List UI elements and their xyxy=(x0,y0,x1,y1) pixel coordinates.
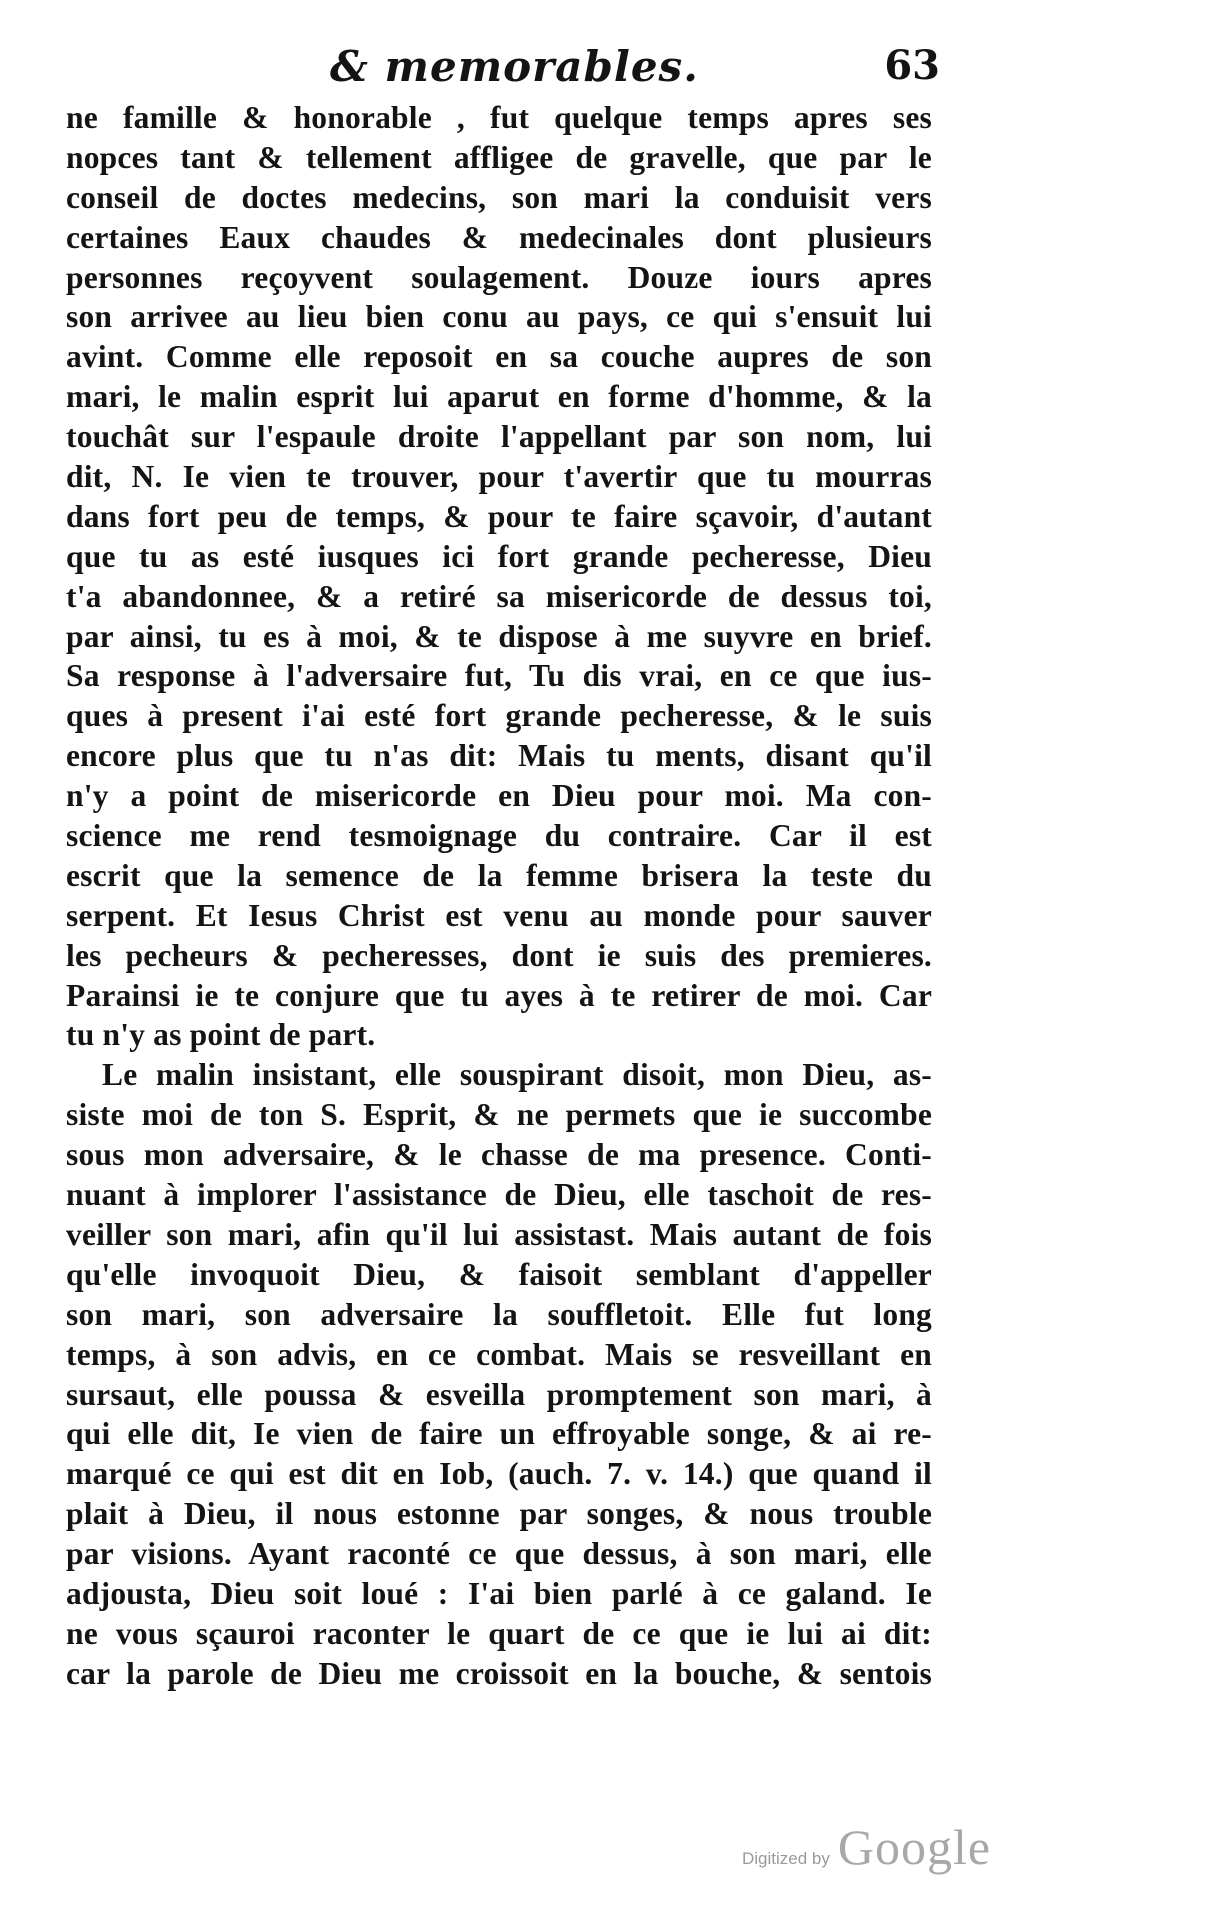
text-line: veiller son mari, afin qu'il lui assistast. Mais autant de fois xyxy=(66,1216,932,1252)
text-line: les pecheurs & pecheresses, dont ie suis des premieres. xyxy=(66,937,932,973)
text-line: ne vous sçauroi raconter le quart de ce que ie lui ai dit: xyxy=(66,1615,932,1651)
text-line: plait à Dieu, il nous estonne par songes, & nous trouble xyxy=(66,1496,932,1532)
text-line: mari, le malin esprit lui aparut en forme d'homme, & la xyxy=(66,379,932,415)
text-line: conseil de doctes medecins, son mari la conduisit vers xyxy=(66,179,932,215)
text-line: siste moi de ton S. Esprit, & ne permets que ie succombe xyxy=(66,1097,932,1133)
text-line: escrit que la semence de la femme brisera la teste du xyxy=(66,857,932,893)
text-line: nopces tant & tellement affligee de gravelle, que par le xyxy=(66,139,932,175)
text-line-paragraph-start: Le malin insistant, elle souspirant disoit, mon Dieu, as- xyxy=(102,1057,932,1093)
text-line: ne famille & honorable , fut quelque temps apres ses xyxy=(66,100,932,135)
text-line: Parainsi ie te conjure que tu ayes à te retirer de moi. Car xyxy=(66,977,932,1013)
text-line: n'y a point de misericorde en Dieu pour moi. Ma con- xyxy=(66,778,932,814)
page-header xyxy=(80,42,940,102)
text-line: certaines Eaux chaudes & medecinales dont plusieurs xyxy=(66,219,932,255)
text-line: dans fort peu de temps, & pour te faire sçavoir, d'autant xyxy=(66,498,932,534)
text-line: science me rend tesmoignage du contraire. Car il est xyxy=(66,818,932,854)
text-line: touchât sur l'espaule droite l'appellant par son nom, lui xyxy=(66,419,932,455)
page-number: 63 xyxy=(884,42,940,89)
google-logo: Google xyxy=(837,1819,992,1875)
text-line: adjousta, Dieu soit loué : I'ai bien parlé à ce galand. Ie xyxy=(66,1575,932,1611)
text-line: personnes reçoyvent soulagement. Douze iours apres xyxy=(66,259,932,295)
body-text xyxy=(66,98,932,1694)
text-line-paragraph-end: tu n'y as point de part. xyxy=(66,1017,376,1053)
text-line: car la parole de Dieu me croissoit en la bouche, & sentois xyxy=(66,1655,932,1691)
text-line: son arrivee au lieu bien conu au pays, ce qui s'ensuit lui xyxy=(66,299,932,335)
text-line: qui elle dit, Ie vien de faire un effroyable songe, & ai re- xyxy=(66,1416,932,1452)
text-line: dit, N. Ie vien te trouver, pour t'avertir que tu mourras xyxy=(66,459,932,495)
digitized-watermark xyxy=(742,1818,991,1876)
text-line: ques à present i'ai esté fort grande pecheresse, & le suis xyxy=(66,698,932,734)
text-line: par visions. Ayant raconté ce que dessus, à son mari, elle xyxy=(66,1536,932,1572)
text-line: qu'elle invoquoit Dieu, & faisoit semblant d'appeller xyxy=(66,1256,932,1292)
text-line: t'a abandonnee, & a retiré sa misericorde de dessus toi, xyxy=(66,578,932,614)
text-line: encore plus que tu n'as dit: Mais tu ments, disant qu'il xyxy=(66,738,932,774)
running-head: & memorables. xyxy=(330,42,699,91)
text-line: Sa response à l'adversaire fut, Tu dis vrai, en ce que ius- xyxy=(66,658,932,694)
text-line: sous mon adversaire, & le chasse de ma presence. Conti- xyxy=(66,1137,932,1173)
text-line: sursaut, elle poussa & esveilla promptement son mari, à xyxy=(66,1376,932,1412)
text-line: avint. Comme elle reposoit en sa couche aupres de son xyxy=(66,339,932,375)
text-line: son mari, son adversaire la souffletoit. Elle fut long xyxy=(66,1296,932,1332)
text-line: nuant à implorer l'assistance de Dieu, elle taschoit de res- xyxy=(66,1177,932,1213)
text-line: temps, à son advis, en ce combat. Mais se resveillant en xyxy=(66,1336,932,1372)
text-line: par ainsi, tu es à moi, & te dispose à me suyvre en brief. xyxy=(66,618,932,654)
text-line: marqué ce qui est dit en Iob, (auch. 7. v. 14.) que quand il xyxy=(66,1456,932,1492)
text-line: que tu as esté iusques ici fort grande pecheresse, Dieu xyxy=(66,538,932,574)
watermark-small-text: Digitized by xyxy=(742,1849,830,1868)
text-line: serpent. Et Iesus Christ est venu au monde pour sauver xyxy=(66,897,932,933)
